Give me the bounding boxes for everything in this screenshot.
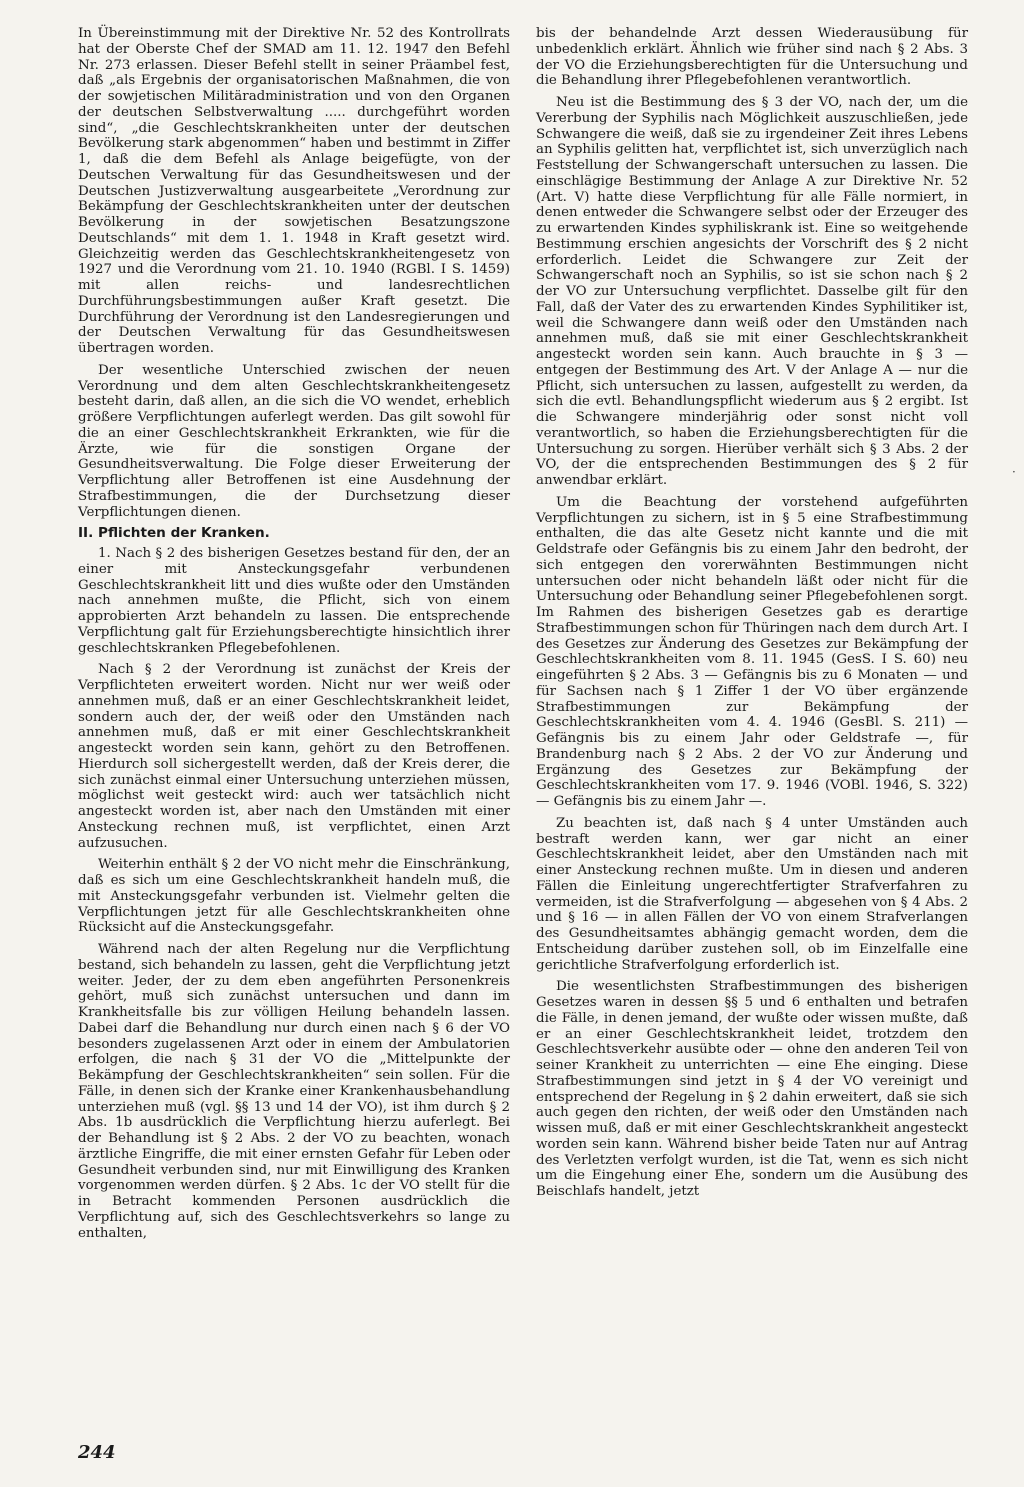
paragraph: Der wesentliche Unterschied zwischen der neuen Verordnung und dem alten Geschlechtskrankheitengesetz besteht darin, daß allen, an die sich die VO wendet, erheblich größere Verpflichtungen auferlegt werden. Das gilt sowohl für die an einer Geschlechtskrankheit Erkrankten, wie für die Ärzte, wie für die sonstigen Organe der Gesundheitsverwaltung. Die Folge dieser Erweiterung der Verpflichtung aller Betroffenen ist eine Ausdehnung der Strafbestimmungen, die der Durchsetzung dieser Verpflichtungen dienen. <box>78 362 510 520</box>
right-column <box>536 26 968 1206</box>
section-heading: II. Pflichten der Kranken. <box>78 525 270 542</box>
paragraph: Neu ist die Bestimmung des § 3 der VO, nach der, um die Vererbung der Syphilis nach Möglichkeit auszuschließen, jede Schwangere die weiß, daß sie zu irgendeiner Zeit ihres Lebens an Syphilis gelitten hat, verpflichtet ist, sich unverzüglich nach Feststellung der Schwangerschaft untersuchen zu lassen. Die einschlägige Bestimmung der Anlage A zur Direktive Nr. 52 (Art. V) hatte diese Verpflichtung für alle Fälle normiert, in denen entweder die Schwangere selbst oder der Erzeuger des zu erwartenden Kindes syphiliskrank ist. Eine so weitgehende Bestimmung erschien angesichts der Vorschrift des § 2 nicht erforderlich. Leidet die Schwangere zur Zeit der Schwangerschaft noch an Syphilis, so ist sie schon nach § 2 der VO zur Untersuchung verpflichtet. Dasselbe gilt für den Fall, daß der Vater des zu erwartenden Kindes Syphilitiker ist, weil die Schwangere dann weiß oder den Umständen nach annehmen muß, daß sie mit einer Geschlechtskrankheit angesteckt worden sein kann. Auch brauchte in § 3 — entgegen der Bestimmung des Art. V der Anlage A — nur die Pflicht, sich untersuchen zu lassen, aufgestellt zu werden, da sich die evtl. Behandlungspflicht wiederum aus § 2 ergibt. Ist die Schwangere minderjährig oder sonst nicht voll verantwortlich, so haben die Erziehungsberechtigten für die Untersuchung zu sorgen. Hierüber verhält sich § 3 Abs. 2 der VO, der die entsprechenden Bestimmungen des § 2 für anwendbar erklärt. <box>536 95 968 488</box>
left-column <box>78 26 510 1247</box>
paragraph: Um die Beachtung der vorstehend aufgeführten Verpflichtungen zu sichern, ist in § 5 eine Strafbestimmung enthalten, die das alte Gesetz nicht kannte und die mit Geldstrafe oder Gefängnis bis zu einem Jahr den bedroht, der sich entgegen den vorerwähnten Bestimmungen nicht untersuchen oder nicht behandeln läßt oder nicht für die Untersuchung oder Behandlung seiner Pflegebefohlenen sorgt. Im Rahmen des bisherigen Gesetzes gab es derartige Strafbestimmungen schon für Thüringen nach dem durch Art. I des Gesetzes zur Änderung des Gesetzes zur Bekämpfung der Geschlechtskrankheiten vom 8. 11. 1945 (GesS. I S. 60) neu eingeführten § 2 Abs. 3 — Gefängnis bis zu 6 Monaten — und für Sachsen nach § 1 Ziffer 1 der VO über ergänzende Strafbestimmungen zur Bekämpfung der Geschlechtskrankheiten vom 4. 4. 1946 (GesBl. S. 211) — Gefängnis bis zu einem Jahr oder Geldstrafe —, für Brandenburg nach § 2 Abs. 2 der VO zur Änderung und Ergänzung des Gesetzes zur Bekämpfung der Geschlechtskrankheiten vom 17. 9. 1946 (VOBl. 1946, S. 322) — Gefängnis bis zu einem Jahr —. <box>536 494 968 809</box>
page-number: 244 <box>78 1442 116 1463</box>
paragraph: Nach § 2 der Verordnung ist zunächst der Kreis der Verpflichteten erweitert worden. Nicht nur wer weiß oder annehmen muß, daß er an einer Geschlechtskrankheit leidet, sondern auch der, der weiß oder den Umständen nach annehmen muß, daß er mit einer Geschlechtskrankheit angesteckt worden sein kann, gehört zu den Betroffenen. Hierdurch soll sichergestellt werden, daß der Kreis derer, die sich zunächst einmal einer Untersuchung unterziehen müssen, möglichst weit gesteckt wird: auch wer tatsächlich nicht angesteckt worden ist, aber nach den Umständen mit einer Ansteckung rechnen muß, ist verpflichtet, einen Arzt aufzusuchen. <box>78 662 510 851</box>
paragraph: 1. Nach § 2 des bisherigen Gesetzes bestand für den, der an einer mit Ansteckungsgefahr verbundenen Geschlechtskrankheit litt und dies wußte oder den Umständen nach annehmen mußte, die Pflicht, sich von einem approbierten Arzt behandeln zu lassen. Die entsprechende Verpflichtung galt für Erziehungsberechtigte hinsichtlich ihrer geschlechtskranken Pflegebefohlenen. <box>78 546 510 656</box>
paragraph: bis der behandelnde Arzt dessen Wiederausübung für unbedenklich erklärt. Ähnlich wie früher sind nach § 2 Abs. 3 der VO die Erziehungsberechtigten für die Untersuchung und die Behandlung ihrer Pflegebefohlenen verantwortlich. <box>536 26 968 89</box>
paragraph: Die wesentlichsten Strafbestimmungen des bisherigen Gesetzes waren in dessen §§ 5 und 6 enthalten und betrafen die Fälle, in denen jemand, der wußte oder wissen mußte, daß er an einer Geschlechtskrankheit leidet, trotzdem den Geschlechtsverkehr ausübte oder — ohne den anderen Teil von seiner Krankheit zu unterrichten — eine Ehe einging. Diese Strafbestimmungen sind jetzt in § 4 der VO vereinigt und entsprechend der Regelung in § 2 dahin erweitert, daß sie sich auch gegen den richten, der weiß oder den Umständen nach wissen muß, daß er mit einer Geschlechtskrankheit angesteckt worden sein kann. Während bisher beide Taten nur auf Antrag des Verletzten verfolgt wurden, ist die Tat, wenn es sich nicht um die Eingehung einer Ehe, sondern um die Ausübung des Beischlafs handelt, jetzt <box>536 979 968 1199</box>
paragraph: In Übereinstimmung mit der Direktive Nr. 52 des Kontrollrats hat der Oberste Chef der SMAD am 11. 12. 1947 den Befehl Nr. 273 erlassen. Dieser Befehl stellt in seiner Präambel fest, daß „als Ergebnis der organisatorischen Maßnahmen, die von der sowjetischen Militäradministration und von den Organen der deutschen Selbstverwaltung ..... durchgeführt worden sind“, „die Geschlechtskrankheiten unter der deutschen Bevölkerung stark abgenommen“ haben und bestimmt in Ziffer 1, daß die dem Befehl als Anlage beigefügte, von der Deutschen Verwaltung für das Gesundheitswesen und der Deutschen Justizverwaltung ausgearbeitete „Verordnung zur Bekämpfung der Geschlechtskrankheiten unter der deutschen Bevölkerung in der sowjetischen Besatzungszone Deutschlands“ mit dem 1. 1. 1948 in Kraft gesetzt wird. Gleichzeitig werden das Geschlechtskrankheitengesetz von 1927 und die Verordnung vom 21. 10. 1940 (RGBl. I S. 1459) mit allen reichs- und landesrechtlichen Durchführungsbestimmungen außer Kraft gesetzt. Die Durchführung der Verordnung ist den Landesregierungen und der Deutschen Verwaltung für das Gesundheitswesen übertragen worden. <box>78 26 510 356</box>
paragraph: Weiterhin enthält § 2 der VO nicht mehr die Einschränkung, daß es sich um eine Geschlechtskrankheit handeln muß, die mit Ansteckungsgefahr verbunden ist. Vielmehr gelten die Verpflichtungen jetzt für alle Geschlechtskrankheiten ohne Rücksicht auf die Ansteckungsgefahr. <box>78 857 510 936</box>
margin-dot-mark: · <box>1012 465 1016 479</box>
paragraph: Zu beachten ist, daß nach § 4 unter Umständen auch bestraft werden kann, wer gar nicht an einer Geschlechtskrankheit leidet, aber den Umständen nach mit einer Ansteckung rechnen mußte. Um in diesen und anderen Fällen die Einleitung ungerechtfertigter Strafverfahren zu vermeiden, ist die Strafverfolgung — abgesehen von § 4 Abs. 2 und § 16 — in allen Fällen der VO von einem Strafverlangen des Gesundheitsamtes abhängig gemacht worden, dem die Entscheidung darüber zustehen soll, ob im Einzelfalle eine gerichtliche Strafverfolgung erforderlich ist. <box>536 815 968 973</box>
paragraph: Während nach der alten Regelung nur die Verpflichtung bestand, sich behandeln zu lassen, geht die Verpflichtung jetzt weiter. Jeder, der zu dem eben angeführten Personenkreis gehört, muß sich zunächst untersuchen und dann im Krankheitsfalle bis zur völligen Heilung behandeln lassen. Dabei darf die Behandlung nur durch einen nach § 6 der VO besonders zugelassenen Arzt oder in einem der Ambulatorien erfolgen, die nach § 31 der VO die „Mittelpunkte der Bekämpfung der Geschlechtskrankheiten“ sein sollen. Für die Fälle, in denen sich der Kranke einer Krankenhausbehandlung unterziehen muß (vgl. §§ 13 und 14 der VO), ist ihm durch § 2 Abs. 1b ausdrücklich die Verpflichtung hierzu auferlegt. Bei der Behandlung ist § 2 Abs. 2 der VO zu beachten, wonach ärztliche Eingriffe, die mit einer ernsten Gefahr für Leben oder Gesundheit verbunden sind, nur mit Einwilligung des Kranken vorgenommen werden dürfen. § 2 Abs. 1c der VO stellt für die in Betracht kommenden Personen ausdrücklich die Verpflichtung auf, sich des Geschlechtsverkehrs so lange zu enthalten, <box>78 942 510 1241</box>
